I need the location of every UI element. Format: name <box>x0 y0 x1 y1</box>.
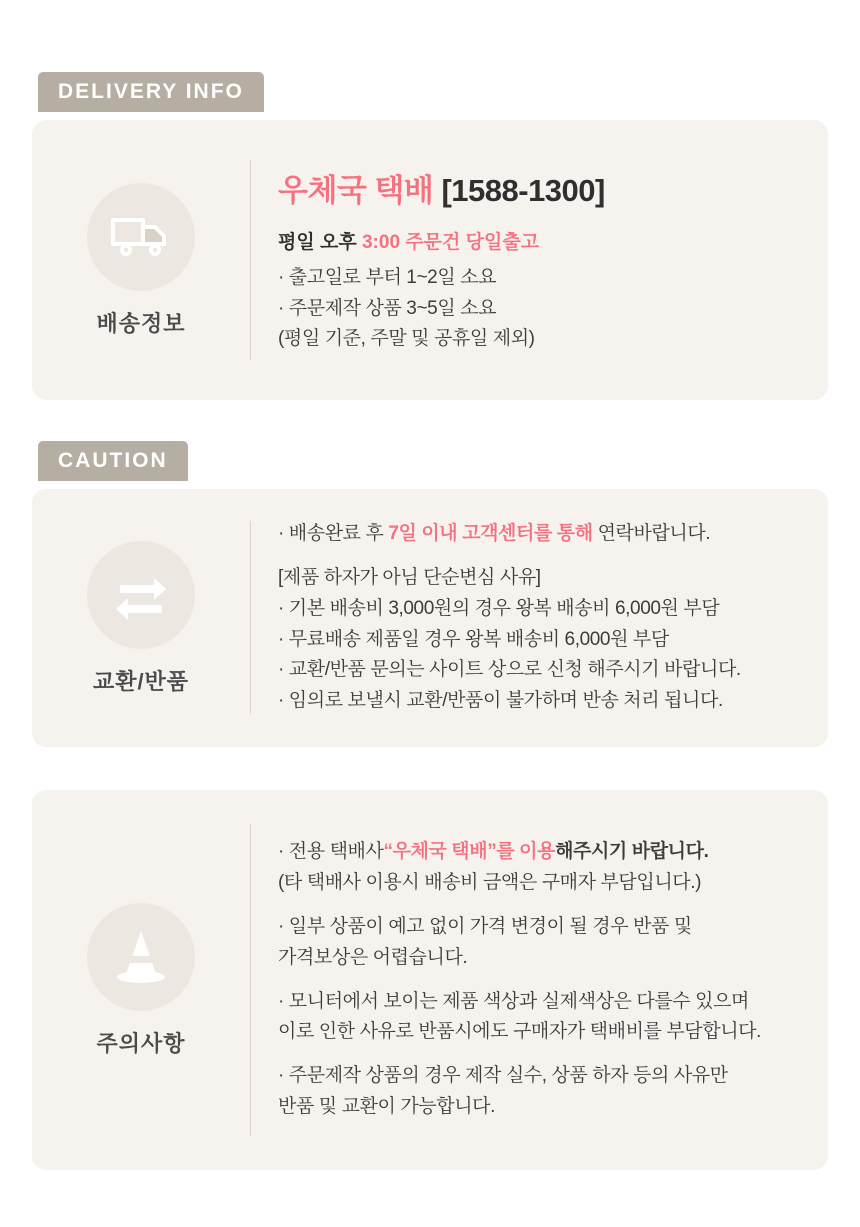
delivery-cutoff-highlight: 3:00 주문건 당일출고 <box>361 231 540 253</box>
notice-block-1-line-1 <box>278 837 804 868</box>
exchange-return-icon <box>112 568 170 622</box>
delivery-headline <box>278 165 804 210</box>
caution-line-1-post: 연락바랍니다. <box>592 523 711 545</box>
caution-line-3: · 기본 배송비 3,000원의 경우 왕복 배송비 6,000원 부담 <box>278 597 720 619</box>
caution-line-1-highlight: 7일 이내 고객센터를 통해 <box>388 523 593 545</box>
notice-panel <box>32 790 828 1170</box>
delivery-icon-circle <box>87 183 195 291</box>
delivery-line-2: · 주문제작 상품 3~5일 소요 <box>278 297 497 319</box>
caution-icon-column <box>32 489 250 747</box>
traffic-cone-icon <box>112 926 170 988</box>
delivery-line-3: (평일 기준, 주말 및 공휴일 제외) <box>278 328 535 350</box>
notice-block-4-line-2: 반품 및 교환이 가능합니다. <box>278 1095 496 1117</box>
delivery-info-panel <box>32 120 828 400</box>
delivery-cutoff <box>278 227 804 254</box>
notice-block-1-line-2: (타 택배사 이용시 배송비 금액은 구매자 부담입니다.) <box>278 872 702 894</box>
caution-spacer <box>278 550 804 563</box>
delivery-truck-icon <box>110 214 172 260</box>
section-tag-delivery: DELIVERY INFO <box>38 72 264 112</box>
notice-block-1-highlight: “우체국 택배”를 이용 <box>383 841 556 863</box>
notice-block-1-pre: · 전용 택배사 <box>278 841 384 863</box>
caution-icon-circle <box>87 541 195 649</box>
notice-icon-column <box>32 790 250 1170</box>
notice-block-2-line-2: 가격보상은 어렵습니다. <box>278 946 468 968</box>
caution-divider <box>250 521 251 715</box>
notice-block-4-line-1: · 주문제작 상품의 경우 제작 실수, 상품 하자 등의 사유만 <box>278 1065 728 1087</box>
notice-block-3-line-1: · 모니터에서 보이는 제품 색상과 실제색상은 다를수 있으며 <box>278 990 749 1012</box>
notice-block-2-line-1: · 일부 상품이 예고 없이 가격 변경이 될 경우 반품 및 <box>278 915 692 937</box>
caution-icon-label: 교환/반품 <box>92 668 190 694</box>
delivery-icon-column <box>32 120 250 400</box>
section-tag-caution: CAUTION <box>38 441 188 481</box>
notice-icon-label: 주의사항 <box>96 1030 186 1056</box>
notice-block-3-line-2: 이로 인한 사유로 반품시에도 구매자가 택배비를 부담합니다. <box>278 1021 762 1043</box>
notice-divider <box>250 824 251 1136</box>
delivery-icon-label: 배송정보 <box>96 310 186 336</box>
delivery-phone: [1588-1300] <box>433 172 605 208</box>
caution-content <box>278 489 804 747</box>
notice-spacer-1 <box>278 899 804 912</box>
delivery-line-1: · 출고일로 부터 1~2일 소요 <box>278 266 497 288</box>
delivery-divider <box>250 160 251 360</box>
caution-line-6: · 임의로 보낼시 교환/반품이 불가하며 반송 처리 됩니다. <box>278 690 723 712</box>
caution-line-5: · 교환/반품 문의는 사이트 상으로 신청 해주시기 바랍니다. <box>278 659 741 681</box>
caution-line-2: [제품 하자가 아님 단순변심 사유] <box>278 566 541 588</box>
delivery-cutoff-pre: 평일 오후 <box>278 231 362 253</box>
notice-block-1-post: 해주시기 바랍니다. <box>555 841 709 863</box>
caution-line-4: · 무료배송 제품일 경우 왕복 배송비 6,000원 부담 <box>278 628 669 650</box>
notice-spacer-2 <box>278 974 804 987</box>
notice-spacer-3 <box>278 1048 804 1061</box>
caution-line-1 <box>278 519 804 550</box>
delivery-carrier-name: 우체국 택배 <box>278 172 434 208</box>
delivery-content <box>278 120 804 400</box>
notice-icon-circle <box>87 903 195 1011</box>
caution-panel <box>32 489 828 747</box>
notice-content <box>278 790 804 1170</box>
caution-line-1-pre: · 배송완료 후 <box>278 523 389 545</box>
